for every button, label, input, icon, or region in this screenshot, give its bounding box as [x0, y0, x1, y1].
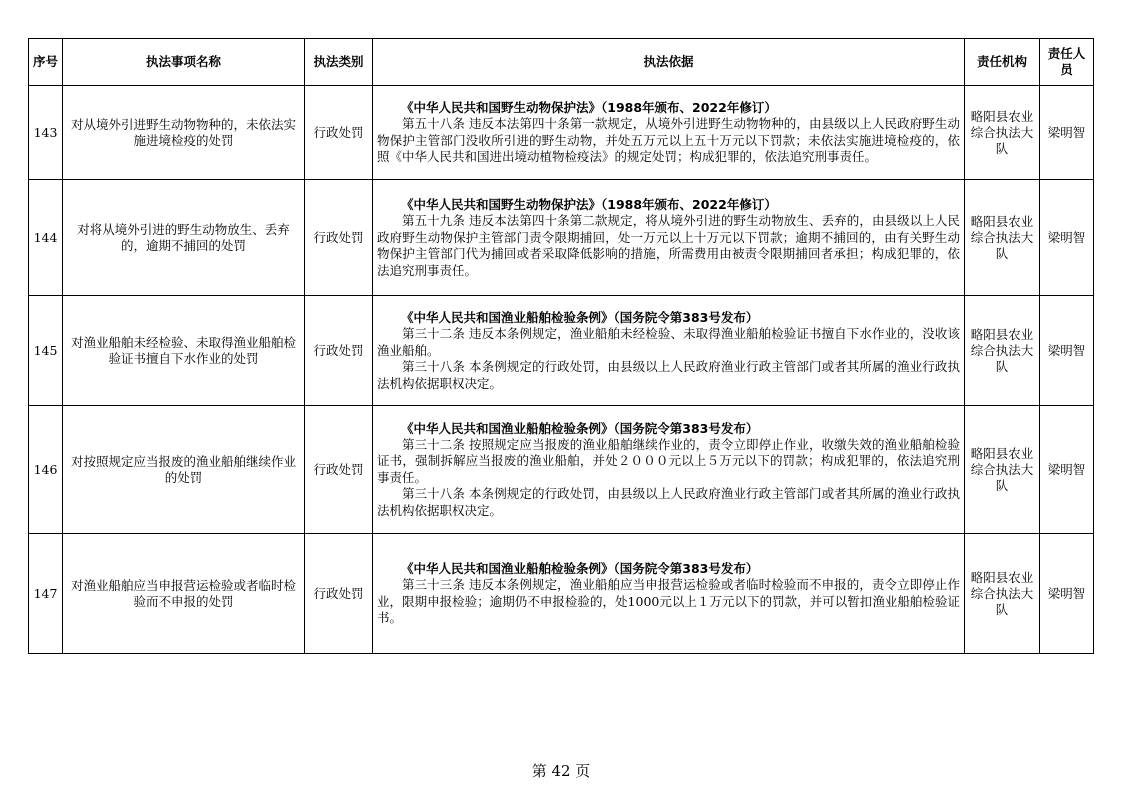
- row-number: 146: [29, 406, 63, 534]
- header-name: 执法事项名称: [63, 39, 305, 86]
- law-article: 第三十二条 按照规定应当报废的渔业船舶继续作业的，责令立即停止作业，收缴失效的渔业船舶检验证书，强制拆解应当报废的渔业船舶，并处２０００元以上５万元以下的罚款；构成犯罪的，依法追究刑事责任。: [377, 436, 960, 485]
- legal-basis: [373, 296, 965, 406]
- item-type: 行政处罚: [305, 406, 373, 534]
- item-type: 行政处罚: [305, 180, 373, 296]
- item-type: 行政处罚: [305, 296, 373, 406]
- law-article: 第五十八条 违反本法第四十条第一款规定，从境外引进野生动物物种的，由县级以上人民政府野生动物保护主管部门没收所引进的野生动物，并处五万元以上五十万元以下罚款；未依法实施进境检疫的，依照《中华人民共和国进出境动植物检疫法》的规定处罚；构成犯罪的，依法追究刑事责任。: [377, 116, 960, 165]
- law-article: 第三十八条 本条例规定的行政处罚，由县级以上人民政府渔业行政主管部门或者其所属的渔业行政执法机构依据职权决定。: [377, 359, 960, 391]
- item-name: 对从境外引进野生动物物种的，未依法实施进境检疫的处罚: [63, 86, 305, 180]
- item-name: 对渔业船舶未经检验、未取得渔业船舶检验证书擅自下水作业的处罚: [63, 296, 305, 406]
- header-row: [29, 39, 1094, 86]
- responsible-org: 略阳县农业综合执法大队: [965, 534, 1040, 654]
- header-type: 执法类别: [305, 39, 373, 86]
- responsible-person: 梁明智: [1040, 406, 1094, 534]
- item-type: 行政处罚: [305, 534, 373, 654]
- responsible-org: 略阳县农业综合执法大队: [965, 296, 1040, 406]
- legal-basis: [373, 180, 965, 296]
- law-title: 《中华人民共和国渔业船舶检验条例》（国务院令第383号发布）: [401, 420, 759, 436]
- law-title: 《中华人民共和国野生动物保护法》（1988年颁布、2022年修订）: [401, 100, 777, 116]
- header-no: 序号: [29, 39, 63, 86]
- law-article: 第三十三条 违反本条例规定，渔业船舶应当申报营运检验或者临时检验而不申报的，责令立即停止作业，限期申报检验；逾期仍不申报检验的，处1000元以上１万元以下的罚款，并可以暂扣渔业船舶检验证书。: [377, 577, 960, 626]
- table-row: [29, 406, 1094, 534]
- header-basis: 执法依据: [373, 39, 965, 86]
- row-number: 145: [29, 296, 63, 406]
- responsible-org: 略阳县农业综合执法大队: [965, 86, 1040, 180]
- responsible-person: 梁明智: [1040, 296, 1094, 406]
- law-title: 《中华人民共和国野生动物保护法》（1988年颁布、2022年修订）: [401, 197, 777, 212]
- law-title: 《中华人民共和国渔业船舶检验条例》（国务院令第383号发布）: [401, 310, 759, 325]
- responsible-org: 略阳县农业综合执法大队: [965, 180, 1040, 296]
- law-article: 第五十九条 违反本法第四十条第二款规定，将从境外引进的野生动物放生、丢弃的，由县级以上人民政府野生动物保护主管部门责令限期捕回，处一万元以上十万元以下罚款；逾期不捕回的，由有关野生动物保护主管部门代为捕回或者采取降低影响的措施，所需费用由被责令限期捕回者承担；构成犯罪的，依法追究刑事责任。: [377, 213, 960, 278]
- table-row: [29, 180, 1094, 296]
- header-org: 责任机构: [965, 39, 1040, 86]
- law-article: 第三十八条 本条例规定的行政处罚，由县级以上人民政府渔业行政主管部门或者其所属的渔业行政执法机构依据职权决定。: [377, 486, 960, 518]
- row-number: 143: [29, 86, 63, 180]
- table-row: [29, 534, 1094, 654]
- responsible-person: 梁明智: [1040, 86, 1094, 180]
- legal-basis: [373, 534, 965, 654]
- item-type: 行政处罚: [305, 86, 373, 180]
- law-article: 第三十二条 违反本条例规定，渔业船舶未经检验、未取得渔业船舶检验证书擅自下水作业的，没收该渔业船舶。: [377, 326, 960, 358]
- row-number: 147: [29, 534, 63, 654]
- legal-basis: [373, 86, 965, 180]
- page-number: 第 42 页: [531, 762, 591, 780]
- responsible-person: 梁明智: [1040, 180, 1094, 296]
- item-name: 对渔业船舶应当申报营运检验或者临时检验而不申报的处罚: [63, 534, 305, 654]
- law-title: 《中华人民共和国渔业船舶检验条例》（国务院令第383号发布）: [401, 561, 759, 577]
- item-name: 对按照规定应当报废的渔业船舶继续作业的处罚: [63, 406, 305, 534]
- row-number: 144: [29, 180, 63, 296]
- responsible-org: 略阳县农业综合执法大队: [965, 406, 1040, 534]
- enforcement-table: [28, 38, 1094, 654]
- table-row: [29, 86, 1094, 180]
- responsible-person: 梁明智: [1040, 534, 1094, 654]
- item-name: 对将从境外引进的野生动物放生、丢弃的，逾期不捕回的处罚: [63, 180, 305, 296]
- table-row: [29, 296, 1094, 406]
- legal-basis: [373, 406, 965, 534]
- header-person: 责任人员: [1040, 39, 1094, 86]
